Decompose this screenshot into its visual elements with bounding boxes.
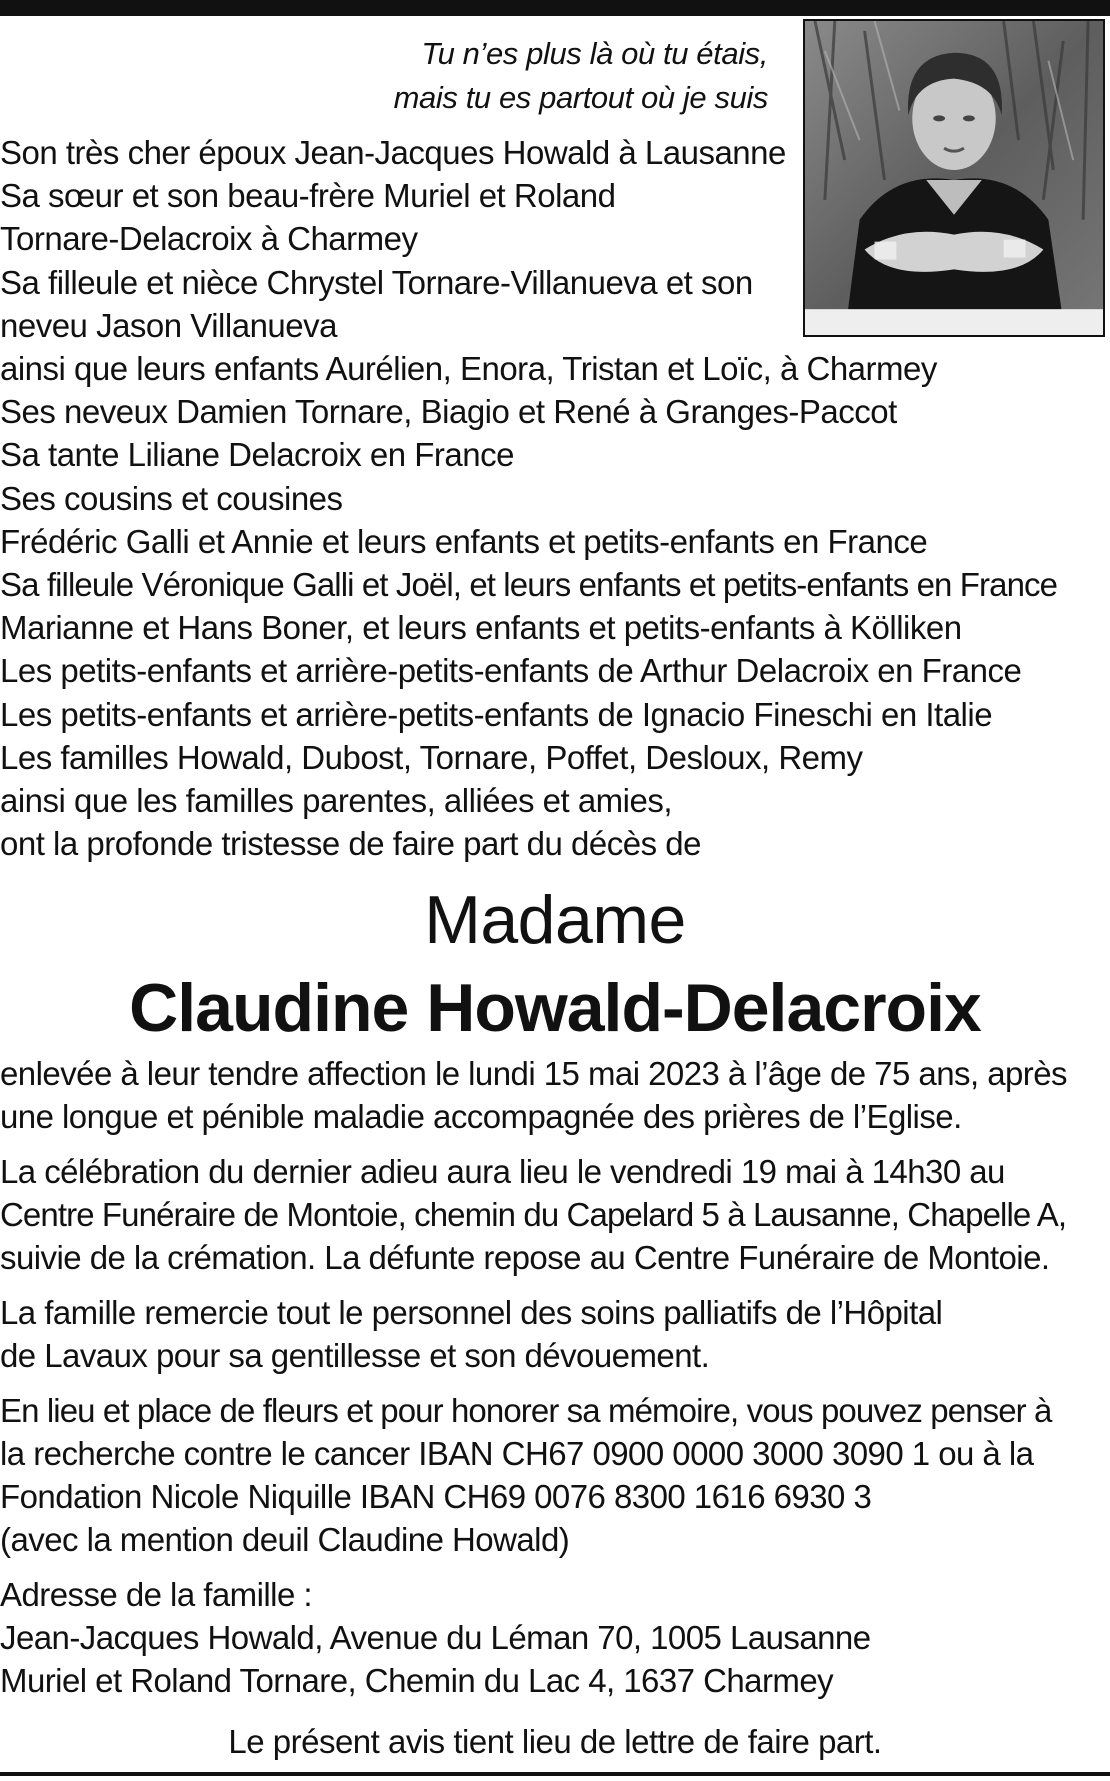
paragraph-line: La famille remercie tout le personnel des soins palliatifs de l’Hôpital [0, 1294, 943, 1331]
family-line: Ses neveux Damien Tornare, Biagio et René à Granges-Paccot [0, 393, 897, 431]
paragraph-line: suivie de la crémation. La défunte repose au Centre Funéraire de Montoie. [0, 1239, 1050, 1276]
paragraph-line: Fondation Nicole Niquille IBAN CH69 0076 8300 1616 6930 3 [0, 1478, 872, 1515]
family-line: Sa sœur et son beau-frère Muriel et Roland [0, 177, 616, 215]
paragraph-line: enlevée à leur tendre affection le lundi 15 mai 2023 à l’âge de 75 ans, après [0, 1055, 1067, 1092]
family-line: Son très cher époux Jean-Jacques Howald à Lausanne [0, 134, 786, 171]
paragraph-line: En lieu et place de fleurs et pour honorer sa mémoire, vous pouvez penser à [0, 1392, 1052, 1429]
paragraph-line: (avec la mention deuil Claudine Howald) [0, 1521, 570, 1558]
family-line: Ses cousins et cousines [0, 479, 343, 517]
paragraph-line: une longue et pénible maladie accompagnée des prières de l’Eglise. [0, 1098, 962, 1135]
paragraph-line: Centre Funéraire de Montoie, chemin du Capelard 5 à Lausanne, Chapelle A, [0, 1196, 1067, 1233]
announcement-body [0, 1052, 1110, 1714]
family-line: Tornare-Delacroix à Charmey [0, 220, 418, 258]
family-line: Les familles Howald, Dubost, Tornare, Poffet, Desloux, Remy [0, 738, 863, 776]
quote-line: Tu n’es plus là où tu étais, [421, 36, 768, 71]
paragraph-line: la recherche contre le cancer IBAN CH67 0900 0000 3000 3090 1 ou à la [0, 1435, 1034, 1472]
deceased-name: Claudine Howald-Delacroix [129, 970, 981, 1046]
paragraph-line: Muriel et Roland Tornare, Chemin du Lac 4, 1637 Charmey [0, 1662, 834, 1699]
family-line: Sa filleule et nièce Chrystel Tornare-Villanueva et son [0, 263, 753, 301]
top-rule [0, 0, 1110, 16]
paragraph-line: de Lavaux pour sa gentillesse et son dévouement. [0, 1337, 710, 1374]
closing-statement: Le présent avis tient lieu de lettre de faire part. [228, 1723, 882, 1760]
family-line: Les petits-enfants et arrière-petits-enfants de Arthur Delacroix en France [0, 652, 1022, 690]
family-line: Marianne et Hans Boner, et leurs enfants et petits-enfants à Kölliken [0, 609, 962, 647]
family-line: ont la profonde tristesse de faire part du décès de [0, 825, 701, 863]
paragraph-donations [0, 1389, 1110, 1561]
family-list [0, 131, 1057, 865]
deceased-salutation: Madame [424, 882, 686, 958]
quote-line: mais tu es partout où je suis [393, 80, 768, 115]
epigraph-quote [300, 32, 768, 120]
paragraph-line: La célébration du dernier adieu aura lieu le vendredi 19 mai à 14h30 au [0, 1153, 1005, 1190]
paragraph-line: Jean-Jacques Howald, Avenue du Léman 70, 1005 Lausanne [0, 1619, 871, 1656]
family-line: Les petits-enfants et arrière-petits-enfants de Ignacio Fineschi en Italie [0, 695, 993, 733]
family-line: ainsi que leurs enfants Aurélien, Enora, Tristan et Loïc, à Charmey [0, 350, 937, 388]
paragraph-ceremony [0, 1150, 1110, 1279]
paragraph-line: Adresse de la famille : [0, 1576, 313, 1613]
family-line: Sa filleule Véronique Galli et Joël, et leurs enfants et petits-enfants en France [0, 566, 1058, 604]
bottom-rule [0, 1772, 1110, 1776]
paragraph-family-address [0, 1573, 1110, 1702]
family-line: neveu Jason Villanueva [0, 306, 337, 344]
family-line: Frédéric Galli et Annie et leurs enfants et petits-enfants en France [0, 522, 928, 560]
family-line: ainsi que les familles parentes, alliées et amies, [0, 782, 673, 820]
paragraph-thanks [0, 1291, 1110, 1377]
paragraph-death-notice [0, 1052, 1110, 1138]
family-line: Sa tante Liliane Delacroix en France [0, 436, 514, 474]
